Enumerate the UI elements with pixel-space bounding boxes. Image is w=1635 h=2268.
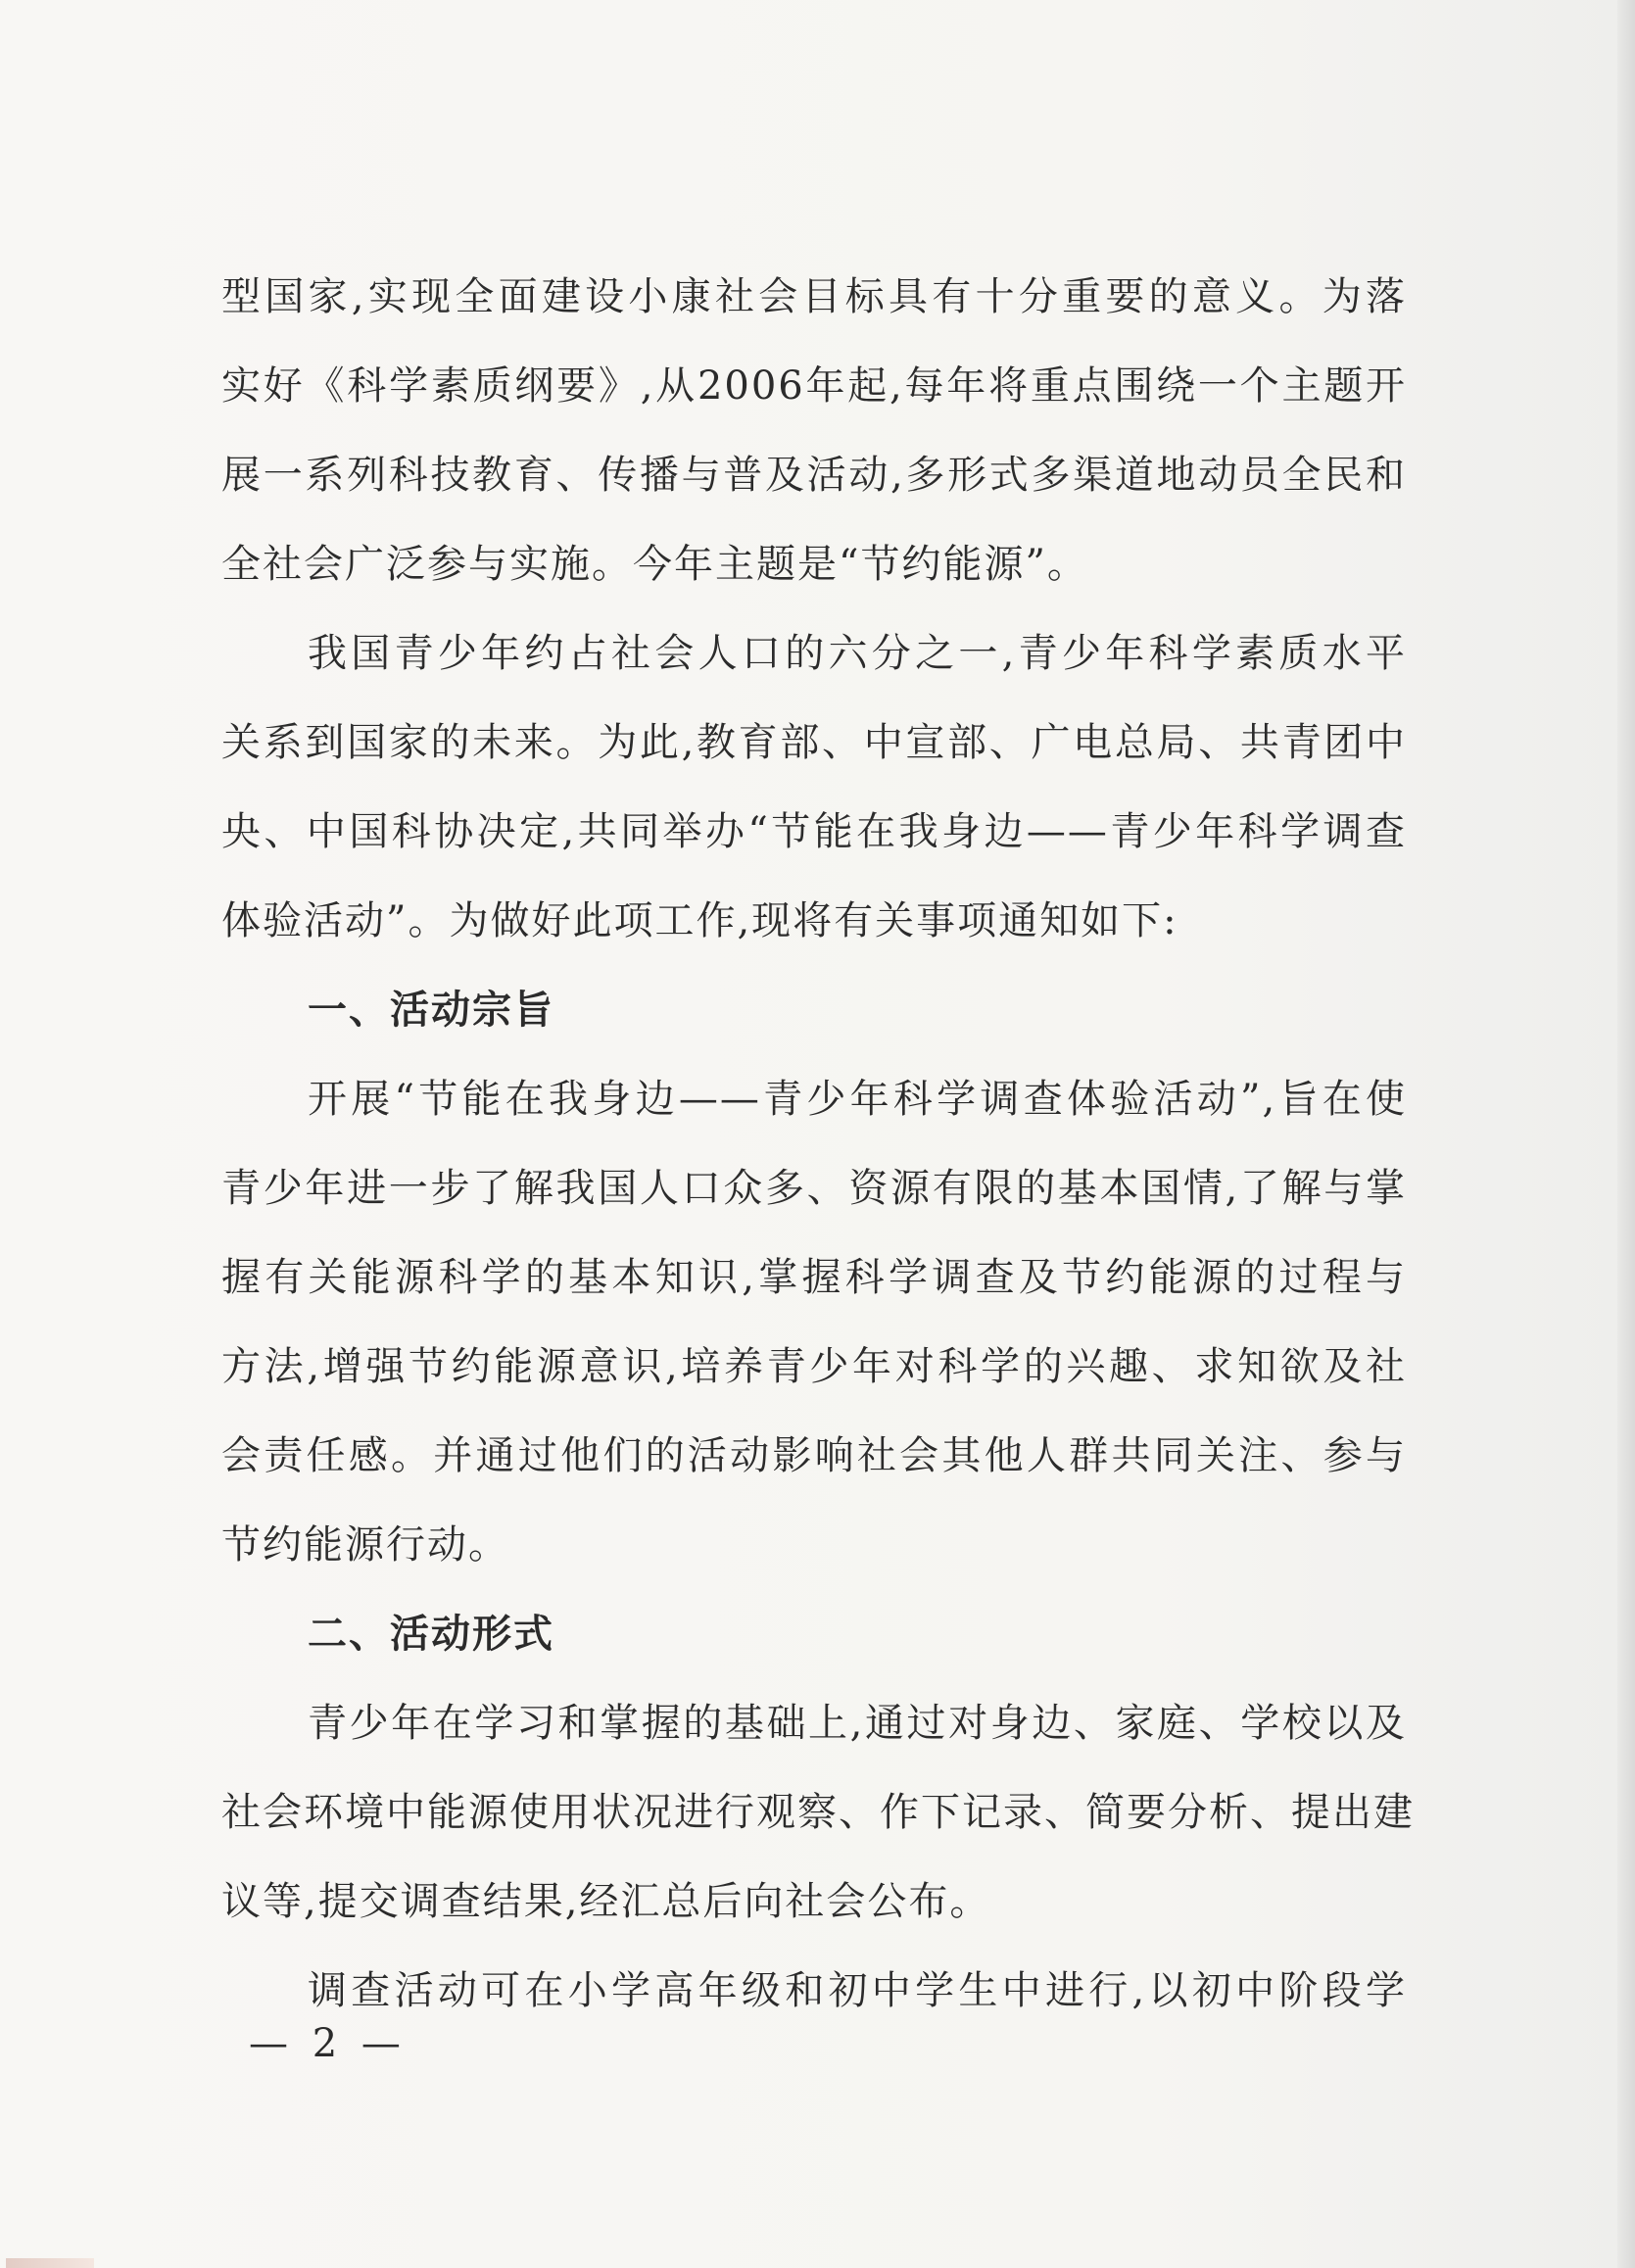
paragraph-line: 调查活动可在小学高年级和初中学生中进行,以初中阶段学 <box>308 1968 1407 2013</box>
paragraph-line: 央、中国科协决定,共同举办“节能在我身边——青少年科学调查 <box>221 809 1407 854</box>
section-heading: 二、活动形式 <box>308 1612 554 1657</box>
paragraph-line: 议等,提交调查结果,经汇总后向社会公布。 <box>221 1879 991 1924</box>
paragraph-line: 我国青少年约占社会人口的六分之一,青少年科学素质水平 <box>308 631 1407 676</box>
paragraph-line: 会责任感。并通过他们的活动影响社会其他人群共同关注、参与 <box>221 1433 1407 1478</box>
paragraph-line: 青少年进一步了解我国人口众多、资源有限的基本国情,了解与掌 <box>221 1166 1407 1211</box>
paragraph-line: 全社会广泛参与实施。今年主题是“节约能源”。 <box>221 542 1088 587</box>
paragraph-line: 展一系列科技教育、传播与普及活动,多形式多渠道地动员全民和 <box>221 453 1407 498</box>
paragraph-line: 节约能源行动。 <box>221 1522 509 1568</box>
stamp-mark <box>6 2258 94 2268</box>
page-number: — 2 — <box>249 2021 407 2066</box>
document-body <box>221 253 1415 2036</box>
paragraph-line: 青少年在学习和掌握的基础上,通过对身边、家庭、学校以及 <box>308 1701 1407 1746</box>
paragraph-line: 实好《科学素质纲要》,从2006年起,每年将重点围绕一个主题开 <box>221 363 1407 409</box>
paragraph-line: 方法,增强节约能源意识,培养青少年对科学的兴趣、求知欲及社 <box>221 1344 1407 1389</box>
paragraph-line: 开展“节能在我身边——青少年科学调查体验活动”,旨在使 <box>308 1077 1407 1122</box>
paragraph-line: 型国家,实现全面建设小康社会目标具有十分重要的意义。为落 <box>221 274 1407 319</box>
paragraph-line: 握有关能源科学的基本知识,掌握科学调查及节约能源的过程与 <box>221 1255 1407 1300</box>
page-edge-shadow <box>1617 0 1635 2268</box>
paragraph-line: 关系到国家的未来。为此,教育部、中宣部、广电总局、共青团中 <box>221 720 1407 765</box>
section-heading: 一、活动宗旨 <box>308 988 554 1033</box>
paragraph-line: 体验活动”。为做好此项工作,现将有关事项通知如下: <box>221 898 1178 943</box>
paragraph-line: 社会环境中能源使用状况进行观察、作下记录、简要分析、提出建 <box>221 1790 1415 1835</box>
